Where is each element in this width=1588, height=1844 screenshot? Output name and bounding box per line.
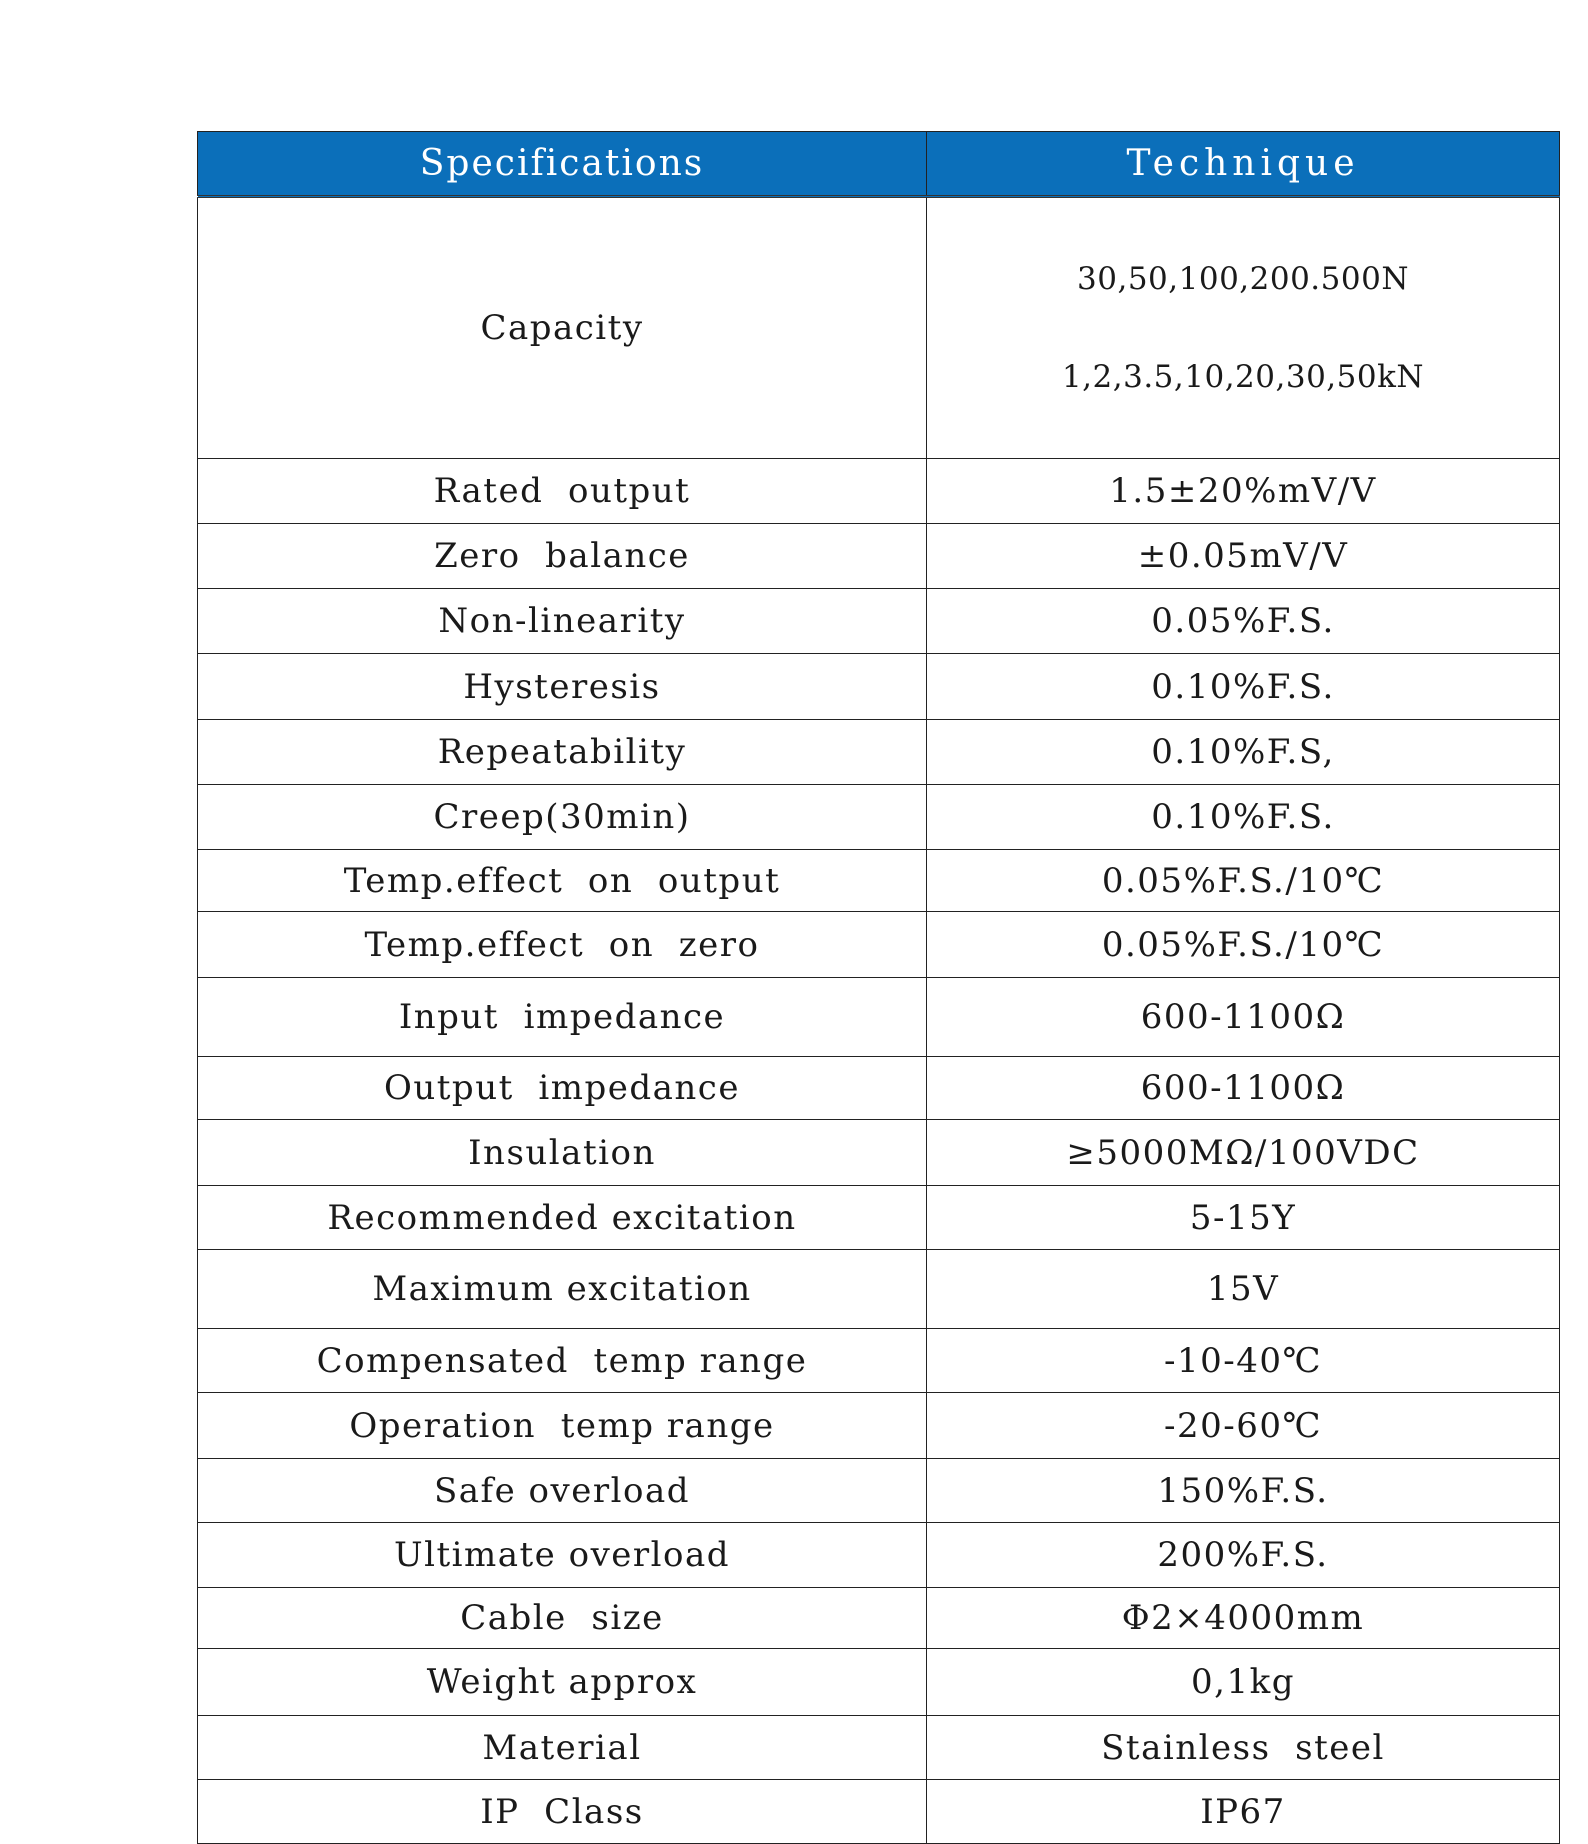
table-row [198, 1649, 1560, 1716]
capacity-value-line-1: 30,50,100,200.500N [1077, 261, 1409, 298]
table-row [198, 1057, 1560, 1120]
spec-label: Operation temp range [198, 1393, 927, 1459]
spec-label: Maximum excitation [198, 1250, 927, 1329]
spec-value: 150%F.S. [927, 1459, 1560, 1523]
table-row [198, 1523, 1560, 1588]
header-technique: Technique [927, 132, 1560, 197]
spec-label: Temp.effect on output [198, 850, 927, 912]
capacity-value-line-2: 1,2,3.5,10,20,30,50kN [1061, 358, 1425, 395]
table-row [198, 1393, 1560, 1459]
spec-value: 0.10%F.S. [927, 785, 1560, 850]
spec-value: 0.10%F.S. [927, 654, 1560, 720]
spec-value: Stainless steel [927, 1716, 1560, 1780]
table-row [198, 459, 1560, 524]
spec-label: Output impedance [198, 1057, 927, 1120]
spec-value: 15V [927, 1250, 1560, 1329]
table-row [198, 1329, 1560, 1393]
table-row [198, 912, 1560, 978]
spec-value [927, 197, 1560, 459]
spec-value: ±0.05mV/V [927, 524, 1560, 589]
table-row [198, 850, 1560, 912]
spec-label: Safe overload [198, 1459, 927, 1523]
table-row [198, 1250, 1560, 1329]
table-row [198, 1459, 1560, 1523]
spec-value: ≥5000MΩ/100VDC [927, 1120, 1560, 1186]
spec-value: 600-1100Ω [927, 978, 1560, 1057]
spec-value: 600-1100Ω [927, 1057, 1560, 1120]
table-row [198, 1780, 1560, 1844]
table-row [198, 785, 1560, 850]
spec-value: 0.05%F.S./10℃ [927, 850, 1560, 912]
spec-value: 0.05%F.S. [927, 589, 1560, 654]
spec-value: 0,1kg [927, 1649, 1560, 1716]
table-row [198, 589, 1560, 654]
spec-label: Repeatability [198, 720, 927, 785]
spec-label: Recommended excitation [198, 1186, 927, 1250]
spec-value: 5-15Y [927, 1186, 1560, 1250]
table-row [198, 1120, 1560, 1186]
table-header-row [198, 132, 1560, 197]
table-row [198, 978, 1560, 1057]
spec-value: 0.10%F.S, [927, 720, 1560, 785]
table-row-capacity [198, 197, 1560, 459]
spec-label: Hysteresis [198, 654, 927, 720]
spec-label: Input impedance [198, 978, 927, 1057]
spec-value: 0.05%F.S./10℃ [927, 912, 1560, 978]
spec-label: IP Class [198, 1780, 927, 1844]
spec-value: 200%F.S. [927, 1523, 1560, 1588]
spec-label: Compensated temp range [198, 1329, 927, 1393]
table-row [198, 654, 1560, 720]
specifications-table [197, 131, 1560, 1844]
spec-label: Insulation [198, 1120, 927, 1186]
spec-label: Capacity [198, 197, 927, 459]
spec-value: Φ2×4000mm [927, 1588, 1560, 1649]
table-row [198, 720, 1560, 785]
spec-value: -10-40℃ [927, 1329, 1560, 1393]
header-specifications: Specifications [198, 132, 927, 197]
spec-label: Rated output [198, 459, 927, 524]
spec-label: Non-linearity [198, 589, 927, 654]
spec-value: 1.5±20%mV/V [927, 459, 1560, 524]
table-row [198, 1588, 1560, 1649]
spec-label: Ultimate overload [198, 1523, 927, 1588]
spec-label: Temp.effect on zero [198, 912, 927, 978]
table-row [198, 524, 1560, 589]
spec-label: Zero balance [198, 524, 927, 589]
spec-label: Cable size [198, 1588, 927, 1649]
spec-value: -20-60℃ [927, 1393, 1560, 1459]
table-row [198, 1186, 1560, 1250]
spec-value: IP67 [927, 1780, 1560, 1844]
spec-label: Material [198, 1716, 927, 1780]
spec-label: Weight approx [198, 1649, 927, 1716]
table-row [198, 1716, 1560, 1780]
spec-label: Creep(30min) [198, 785, 927, 850]
